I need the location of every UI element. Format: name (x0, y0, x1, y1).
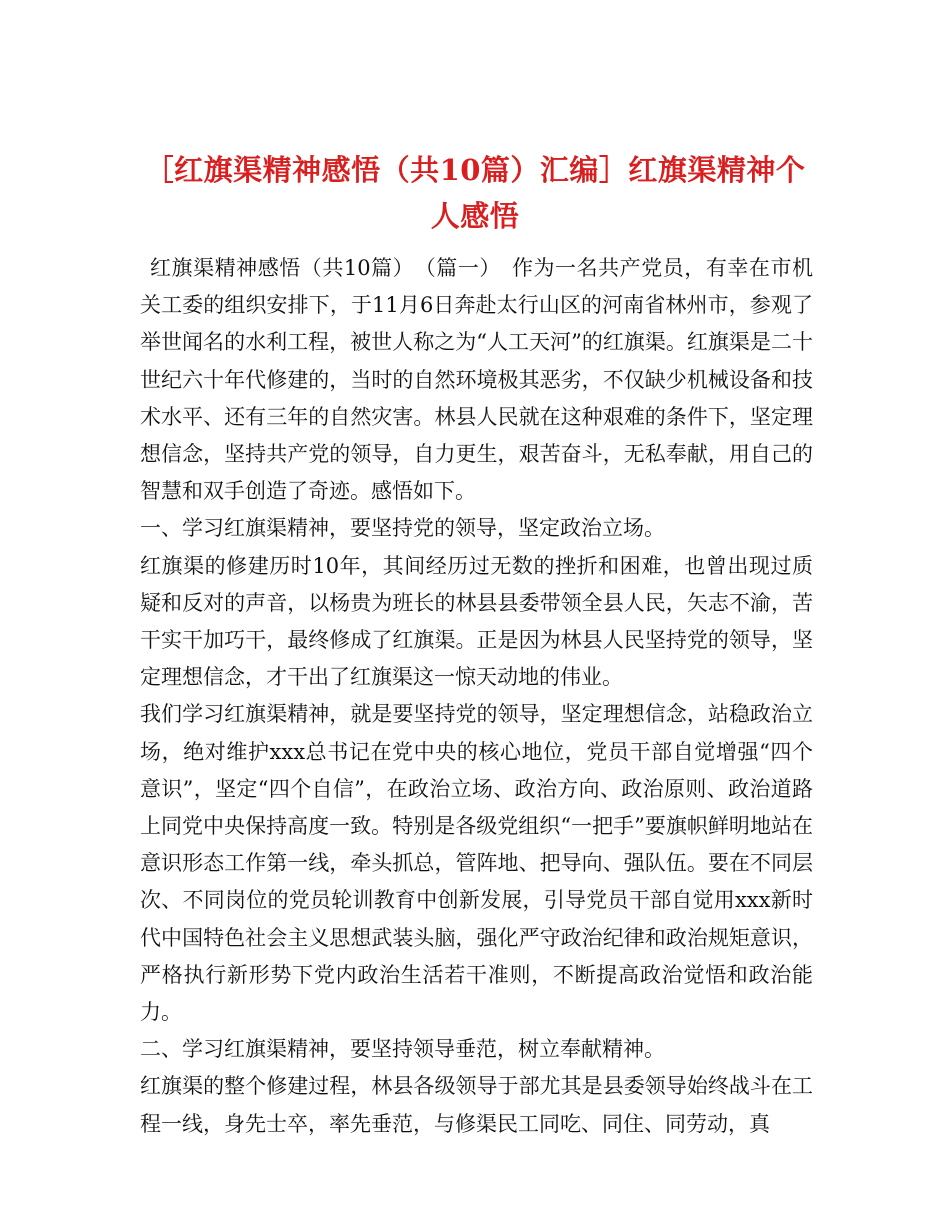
document-body (140, 250, 813, 1143)
paragraph-section2-construction: 红旗渠的整个修建过程，林县各级领导于部尤其是县委领导始终战斗在工程一线，身先士卒，率先垂范，与修渠民工同吃、同住、同劳动，真 (140, 1074, 813, 1136)
paragraph-section1-history: 红旗渠的修建历时10年，其间经历过无数的挫折和困难，也曾出现过质疑和反对的声音，以杨贵为班长的林县县委带领全县人民，矢志不渝，苦干实干加巧干，最终修成了红旗渠。正是因为林县人民坚持党的领导，坚定理想信念，才干出了红旗渠这一惊天动地的伟业。 (140, 553, 813, 690)
section-heading-2: 二、学习红旗渠精神，要坚持领导垂范，树立奉献精神。 (140, 1037, 665, 1062)
paragraph-section1-learning: 我们学习红旗渠精神，就是要坚持党的领导，坚定理想信念，站稳政治立场，绝对维护xxx总书记在党中央的核心地位，党员干部自觉增强“四个意识”，坚定“四个自信”，在政治立场、政治方向、政治原则、政治道路上同党中央保持高度一致。特别是各级党组织“一把手”要旗帜鲜明地站在意识形态工作第一线，牵头抓总，管阵地、把导向、强队伍。要在不同层次、不同岗位的党员轮训教育中创新发展，引导党员干部自觉用xxx新时代中国特色社会主义思想武装头脑，强化严守政治纪律和政治规矩意识，严格执行新形势下党内政治生活若干准则，不断提高政治觉悟和政治能力。 (140, 702, 813, 1025)
document-title: ［红旗渠精神感悟（共10篇）汇编］红旗渠精神个人感悟 (144, 153, 806, 234)
section-heading-1: 一、学习红旗渠精神，要坚持党的领导，坚定政治立场。 (140, 516, 665, 541)
paragraph-intro: 红旗渠精神感悟（共10篇） （篇一） 作为一名共产党员，有幸在市机关工委的组织安排下，于11月6日奔赴太行山区的河南省林州市，参观了举世闻名的水利工程，被世人称之为“人工天河”的红旗渠。红旗渠是二十世纪六十年代修建的，当时的自然环境极其恶劣，不仅缺少机械设备和技术水平、还有三年的自然灾害。林县人民就在这种艰难的条件下，坚定理想信念，坚持共产党的领导，自力更生，艰苦奋斗，无私奉献，用自己的智慧和双手创造了奇迹。感悟如下。 (140, 256, 813, 504)
